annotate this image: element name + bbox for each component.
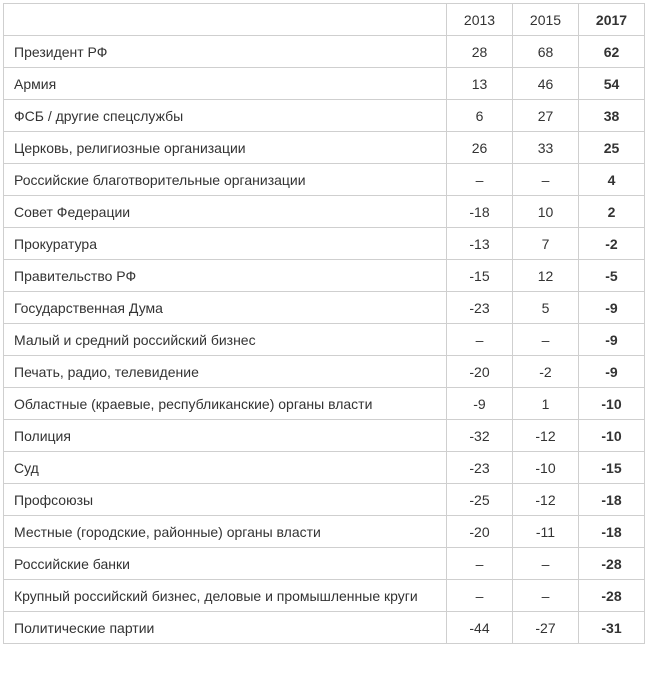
row-name: Совет Федерации <box>4 196 447 228</box>
value-2013: -13 <box>447 228 513 260</box>
value-2013: – <box>447 580 513 612</box>
row-name: Суд <box>4 452 447 484</box>
value-2015: 1 <box>513 388 579 420</box>
table-row <box>4 548 645 580</box>
value-2013: 6 <box>447 100 513 132</box>
value-2013: – <box>447 164 513 196</box>
value-2017: 2 <box>579 196 645 228</box>
row-name: Местные (городские, районные) органы власти <box>4 516 447 548</box>
row-name: Прокуратура <box>4 228 447 260</box>
table-row <box>4 292 645 324</box>
value-2013: – <box>447 548 513 580</box>
row-name: Церковь, религиозные организации <box>4 132 447 164</box>
trust-table <box>3 3 645 644</box>
table-row <box>4 164 645 196</box>
trust-table-container <box>3 3 645 644</box>
table-row <box>4 68 645 100</box>
value-2015: 5 <box>513 292 579 324</box>
value-2017: 4 <box>579 164 645 196</box>
value-2013: 26 <box>447 132 513 164</box>
value-2017: -9 <box>579 292 645 324</box>
value-2013: -23 <box>447 452 513 484</box>
row-name: Полиция <box>4 420 447 452</box>
value-2015: – <box>513 548 579 580</box>
value-2015: 46 <box>513 68 579 100</box>
value-2015: – <box>513 164 579 196</box>
table-row <box>4 420 645 452</box>
value-2013: 28 <box>447 36 513 68</box>
row-name: Государственная Дума <box>4 292 447 324</box>
row-name: Печать, радио, телевидение <box>4 356 447 388</box>
value-2017: -28 <box>579 580 645 612</box>
table-row <box>4 452 645 484</box>
value-2015: – <box>513 324 579 356</box>
table-row <box>4 132 645 164</box>
row-name: Политические партии <box>4 612 447 644</box>
value-2017: 54 <box>579 68 645 100</box>
value-2013: – <box>447 324 513 356</box>
value-2017: -15 <box>579 452 645 484</box>
header-2015: 2015 <box>513 4 579 36</box>
row-name: Российские благотворительные организации <box>4 164 447 196</box>
value-2013: -15 <box>447 260 513 292</box>
value-2013: 13 <box>447 68 513 100</box>
value-2015: – <box>513 580 579 612</box>
value-2015: -27 <box>513 612 579 644</box>
table-row <box>4 228 645 260</box>
value-2017: 38 <box>579 100 645 132</box>
value-2013: -20 <box>447 356 513 388</box>
header-name <box>4 4 447 36</box>
table-body <box>4 36 645 644</box>
value-2017: 25 <box>579 132 645 164</box>
value-2017: -9 <box>579 356 645 388</box>
value-2017: -31 <box>579 612 645 644</box>
value-2017: -28 <box>579 548 645 580</box>
row-name: Армия <box>4 68 447 100</box>
value-2015: -2 <box>513 356 579 388</box>
header-row <box>4 4 645 36</box>
value-2017: -9 <box>579 324 645 356</box>
value-2013: -18 <box>447 196 513 228</box>
value-2013: -9 <box>447 388 513 420</box>
value-2017: -18 <box>579 484 645 516</box>
row-name: Профсоюзы <box>4 484 447 516</box>
value-2015: 10 <box>513 196 579 228</box>
value-2017: -2 <box>579 228 645 260</box>
table-row <box>4 388 645 420</box>
value-2015: -12 <box>513 420 579 452</box>
value-2017: -10 <box>579 420 645 452</box>
table-row <box>4 100 645 132</box>
value-2017: -5 <box>579 260 645 292</box>
value-2017: 62 <box>579 36 645 68</box>
value-2015: -12 <box>513 484 579 516</box>
value-2013: -25 <box>447 484 513 516</box>
value-2017: -10 <box>579 388 645 420</box>
row-name: Российские банки <box>4 548 447 580</box>
table-row <box>4 260 645 292</box>
row-name: ФСБ / другие спецслужбы <box>4 100 447 132</box>
header-2013: 2013 <box>447 4 513 36</box>
row-name: Президент РФ <box>4 36 447 68</box>
table-row <box>4 516 645 548</box>
value-2013: -23 <box>447 292 513 324</box>
value-2013: -32 <box>447 420 513 452</box>
value-2013: -44 <box>447 612 513 644</box>
table-row <box>4 324 645 356</box>
row-name: Областные (краевые, республиканские) органы власти <box>4 388 447 420</box>
table-row <box>4 484 645 516</box>
row-name: Крупный российский бизнес, деловые и промышленные круги <box>4 580 447 612</box>
value-2015: 68 <box>513 36 579 68</box>
row-name: Малый и средний российский бизнес <box>4 324 447 356</box>
row-name: Правительство РФ <box>4 260 447 292</box>
table-row <box>4 196 645 228</box>
value-2015: -10 <box>513 452 579 484</box>
value-2015: -11 <box>513 516 579 548</box>
value-2015: 12 <box>513 260 579 292</box>
value-2015: 27 <box>513 100 579 132</box>
value-2015: 7 <box>513 228 579 260</box>
value-2017: -18 <box>579 516 645 548</box>
header-2017: 2017 <box>579 4 645 36</box>
table-row <box>4 612 645 644</box>
table-row <box>4 356 645 388</box>
table-row <box>4 36 645 68</box>
table-row <box>4 580 645 612</box>
value-2013: -20 <box>447 516 513 548</box>
value-2015: 33 <box>513 132 579 164</box>
